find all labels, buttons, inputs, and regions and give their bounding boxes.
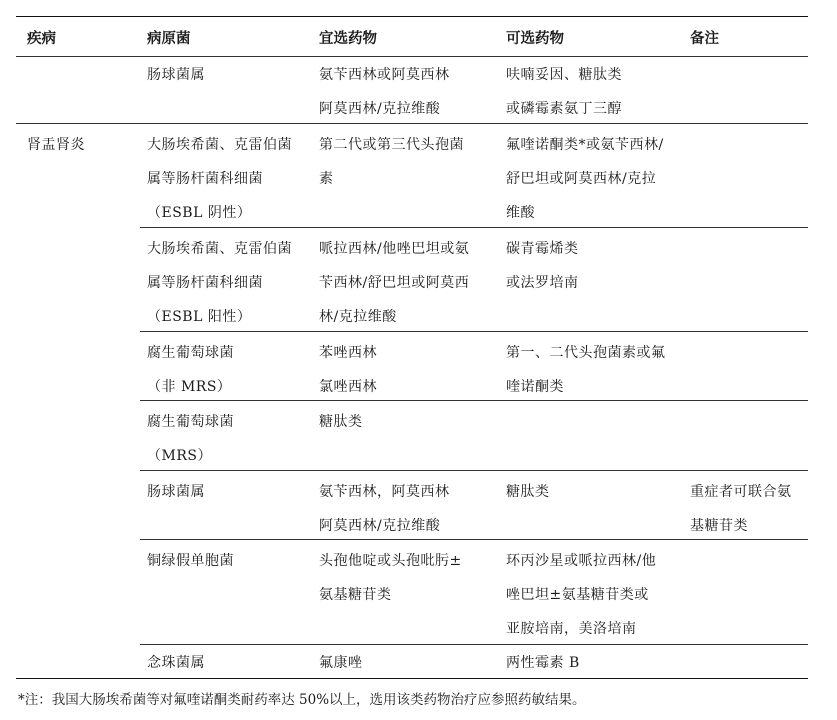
preferred-drug-cell: 素	[319, 171, 334, 187]
preferred-drug-cell: 氨苄西林或阿莫西林	[319, 67, 450, 83]
pathogen-cell: 大肠埃希菌、克雷伯菌	[147, 137, 292, 153]
alternative-drug-cell: 糖肽类	[506, 484, 550, 500]
preferred-drug-cell: 苯唑西林	[319, 345, 377, 361]
preferred-drug-cell: 氟康唑	[319, 655, 363, 671]
table-footnote: *注：我国大肠埃希菌等对氟喹诺酮类耐药率达 50%以上，选用该类药物治疗应参照药敏结果。	[18, 692, 586, 708]
alternative-drug-cell: 舒巴坦或阿莫西林/克拉	[506, 171, 657, 187]
row-rule	[140, 644, 808, 645]
pathogen-cell: 大肠埃希菌、克雷伯菌	[147, 241, 292, 257]
preferred-drug-cell: 林/克拉维酸	[319, 309, 397, 325]
preferred-drug-cell: 阿莫西林/克拉维酸	[319, 518, 441, 534]
alternative-drug-cell: 碳青霉烯类	[506, 241, 579, 257]
pathogen-cell: 肠球菌属	[147, 67, 205, 83]
header-rule	[16, 56, 808, 57]
pathogen-cell: 铜绿假单胞菌	[147, 553, 234, 569]
alternative-drug-cell: 喹诺酮类	[506, 379, 564, 395]
notes-cell: 基糖苷类	[690, 518, 748, 534]
alternative-drug-cell: 或磷霉素氨丁三醇	[506, 101, 622, 117]
alternative-drug-cell: 唑巴坦±氨基糖苷类或	[506, 587, 649, 603]
row-rule	[140, 470, 808, 471]
preferred-drug-cell: 糖肽类	[319, 414, 363, 430]
pathogen-cell: （MRS）	[147, 448, 212, 464]
notes-cell: 重症者可联合氨	[690, 484, 792, 500]
pathogen-cell: （非 MRS）	[147, 379, 232, 395]
alternative-drug-cell: 维酸	[506, 205, 535, 221]
preferred-drug-cell: 第二代或第三代头孢菌	[319, 137, 464, 153]
row-rule	[140, 400, 808, 401]
alternative-drug-cell: 亚胺培南，美洛培南	[506, 621, 637, 637]
preferred-drug-cell: 阿莫西林/克拉维酸	[319, 101, 441, 117]
preferred-drug-cell: 氨苄西林，阿莫西林	[319, 484, 450, 500]
pathogen-cell: （ESBL 阴性）	[147, 205, 252, 221]
table-top-rule	[16, 16, 808, 17]
preferred-drug-cell: 哌拉西林/他唑巴坦或氨	[319, 241, 470, 257]
header-notes: 备注	[690, 31, 719, 47]
alternative-drug-cell: 环丙沙星或哌拉西林/他	[506, 553, 657, 569]
table-bottom-rule	[16, 678, 808, 679]
pathogen-cell: 肠球菌属	[147, 484, 205, 500]
pathogen-cell: 属等肠杆菌科细菌	[147, 275, 263, 291]
alternative-drug-cell: 或法罗培南	[506, 275, 579, 291]
preferred-drug-cell: 苄西林/舒巴坦或阿莫西	[319, 275, 470, 291]
header-disease: 疾病	[27, 31, 56, 47]
alternative-drug-cell: 第一、二代头孢菌素或氟	[506, 345, 666, 361]
pathogen-cell: 念珠菌属	[147, 655, 205, 671]
alternative-drug-cell: 两性霉素 B	[506, 655, 580, 671]
pathogen-cell: 腐生葡萄球菌	[147, 345, 234, 361]
header-alternative-drugs: 可选药物	[506, 31, 564, 47]
header-preferred-drugs: 宜选药物	[319, 31, 377, 47]
pathogen-cell: （ESBL 阳性）	[147, 309, 252, 325]
preferred-drug-cell: 氨基糖苷类	[319, 587, 392, 603]
preferred-drug-cell: 氯唑西林	[319, 379, 377, 395]
alternative-drug-cell: 呋喃妥因、糖肽类	[506, 67, 622, 83]
alternative-drug-cell: 氟喹诺酮类*或氨苄西林/	[506, 137, 664, 153]
preferred-drug-cell: 头孢他啶或头孢吡肟±	[319, 553, 462, 569]
disease-cell: 肾盂肾炎	[27, 137, 85, 153]
pathogen-cell: 属等肠杆菌科细菌	[147, 171, 263, 187]
pathogen-cell: 腐生葡萄球菌	[147, 414, 234, 430]
header-pathogen: 病原菌	[147, 31, 191, 47]
